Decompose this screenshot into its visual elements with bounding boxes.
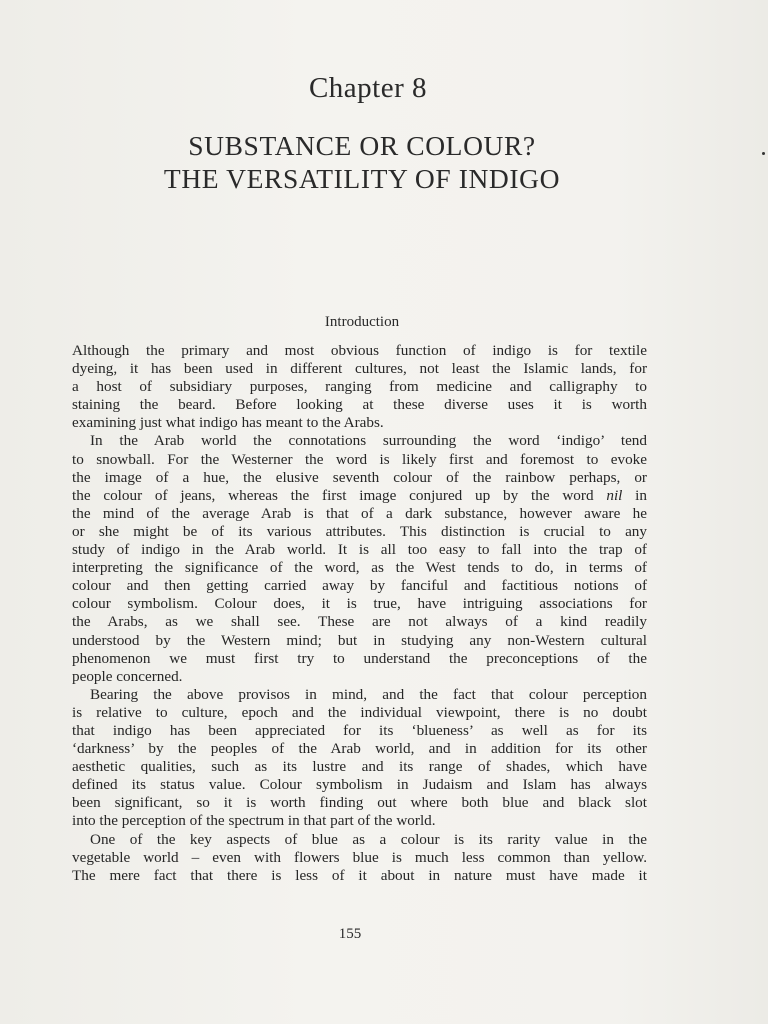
body-line: Bearing the above provisos in mind, and the fact that colour perception (90, 685, 647, 703)
body-line: colour and then getting carried away by fanciful and factitious notions of (72, 577, 647, 595)
body-line: examining just what indigo has meant to the Arabs. (72, 414, 384, 432)
scan-speck (762, 152, 765, 155)
body-line: vegetable world – even with flowers blue is much less common than yellow. (72, 848, 647, 866)
body-line: into the perception of the spectrum in that part of the world. (72, 812, 436, 830)
body-line: study of indigo in the Arab world. It is all too easy to fall into the trap of (72, 541, 647, 559)
chapter-title (0, 129, 724, 195)
body-line: is relative to culture, epoch and the individual viewpoint, there is no doubt (72, 703, 647, 721)
body-text (72, 342, 647, 885)
body-line: to snowball. For the Westerner the word is likely first and foremost to evoke (72, 450, 647, 468)
body-line: that indigo has been appreciated for its ‘blueness’ as well as for its (72, 721, 647, 739)
chapter-title-line-1: SUBSTANCE OR COLOUR? (188, 130, 536, 161)
italic-term: nil (606, 486, 623, 504)
body-line: Although the primary and most obvious function of indigo is for textile (72, 342, 647, 359)
body-line: the mind of the average Arab is that of a dark substance, however aware he (72, 504, 647, 522)
body-line: defined its status value. Colour symbolism in Judaism and Islam has always (72, 776, 647, 794)
page-number: 155 (338, 926, 362, 942)
body-line: the Arabs, as we shall see. These are not always of a kind readily (72, 613, 647, 631)
chapter-title-line-2: THE VERSATILITY OF INDIGO (163, 163, 561, 194)
section-heading: Introduction (324, 314, 400, 330)
body-line: phenomenon we must first try to understand the preconceptions of the (72, 649, 647, 667)
chapter-number: Chapter 8 (308, 72, 428, 104)
body-line: In the Arab world the connotations surrounding the word ‘indigo’ tend (90, 432, 647, 450)
body-line: The mere fact that there is less of it about in nature must have made it (72, 866, 647, 884)
body-line: or she might be of its various attributes. This distinction is crucial to any (72, 522, 647, 540)
body-line: a host of subsidiary purposes, ranging from medicine and calligraphy to (72, 378, 647, 396)
body-line: interpreting the significance of the word, as the West tends to do, in terms of (72, 559, 647, 577)
body-line: people concerned. (72, 667, 183, 685)
body-line: colour symbolism. Colour does, it is true, have intriguing associations for (72, 595, 647, 613)
body-line: One of the key aspects of blue as a colour is its rarity value in the (90, 830, 647, 848)
body-line: ‘darkness’ by the peoples of the Arab world, and in addition for its other (72, 740, 647, 758)
body-line: staining the beard. Before looking at these diverse uses it is worth (72, 396, 647, 414)
body-line: dyeing, it has been used in different cultures, not least the Islamic lands, for (72, 360, 647, 378)
body-line: the image of a hue, the elusive seventh colour of the rainbow perhaps, or (72, 468, 647, 486)
body-line: been significant, so it is worth finding out where both blue and black slot (72, 794, 647, 812)
body-line: understood by the Western mind; but in studying any non-Western cultural (72, 631, 647, 649)
body-line: the colour of jeans, whereas the first image conjured up by the word nil in (72, 486, 647, 504)
body-line: aesthetic qualities, such as its lustre and its range of shades, which have (72, 758, 647, 776)
